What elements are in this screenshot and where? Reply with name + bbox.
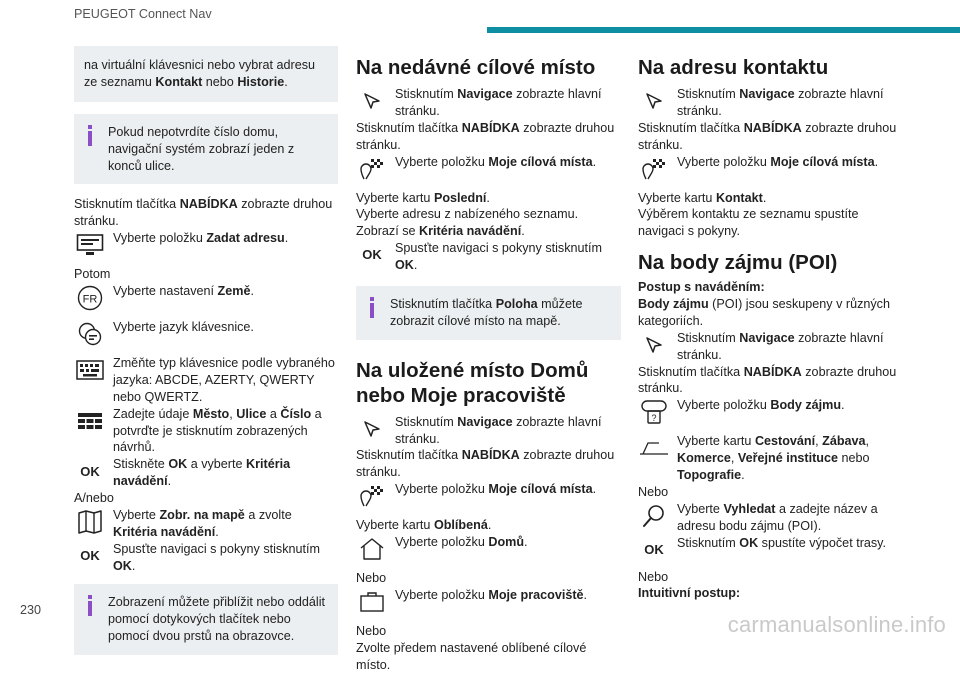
step-navigation: [356, 414, 621, 448]
step-text: Spusťte navigaci s pokyny stisknutím OK.: [113, 541, 321, 573]
subheading-guided: Postup s naváděním:: [638, 280, 765, 295]
info-icon: [88, 125, 92, 147]
step-country: [74, 283, 338, 313]
step-text: Vyberte nastavení Země.: [113, 284, 254, 298]
step-start-navigation: [74, 541, 338, 575]
step-navigation: [638, 330, 902, 364]
step-ok-route: [638, 535, 902, 565]
ok-icon: OK: [80, 463, 100, 479]
svg-text:FR: FR: [82, 293, 98, 306]
destinations-flag-icon: [356, 154, 388, 184]
paragraph: Vyberte kartu Poslední.: [356, 190, 490, 205]
step-navigation: [356, 86, 621, 120]
info-box-house-number: [74, 114, 338, 185]
column-2: [356, 55, 621, 674]
step-text: Změňte typ klávesnice podle vybraného jazyka: ABCDE, AZERTY, QWERTY nebo QWERTZ.: [113, 356, 335, 404]
step-text: Vyberte položku Zadat adresu.: [113, 231, 289, 246]
column-3: [638, 55, 902, 602]
anebo-label: A/nebo: [74, 491, 114, 505]
destinations-flag-icon: [356, 481, 388, 511]
step-text: Vyberte kartu Cestování, Zábava, Komerce, Veřejné instituce nebo Topografie.: [677, 434, 870, 482]
step-keyboard-type: [74, 355, 338, 406]
info-box-position: [356, 286, 621, 340]
ok-icon: OK: [362, 247, 382, 263]
potom-label: Potom: [74, 267, 111, 282]
step-text: Stisknutím Navigace zobrazte hlavní stránku.: [395, 414, 602, 446]
navigation-arrow-icon: [638, 330, 670, 360]
step-text: Zadejte údaje Město, Ulice a Číslo a potvrďte je stisknutím zobrazených návrhů.: [113, 406, 322, 455]
step-ok-criteria: [74, 456, 338, 490]
step-text: Stisknutím OK spustíte výpočet trasy.: [677, 535, 887, 550]
step-text: Vyberte položku Moje cílová místa.: [395, 482, 597, 497]
info-text: Pokud nepotvrdíte číslo domu, navigační systém zobrazí jeden z konců ulice.: [108, 124, 295, 173]
section-heading-poi: Na body zájmu (POI): [638, 251, 838, 275]
header-accent-bar: [487, 27, 960, 33]
navigation-arrow-icon: [638, 86, 670, 116]
navigation-arrow-icon: [356, 86, 388, 116]
watermark: carmanualsonline.info: [727, 612, 946, 637]
nebo-label: Nebo: [356, 623, 387, 638]
briefcase-icon: [356, 587, 388, 617]
info-icon: [370, 297, 374, 319]
poi-icon: [638, 397, 670, 427]
step-text: Stisknutím Navigace zobrazte hlavní stránku.: [677, 330, 884, 362]
paragraph: Stisknutím tlačítka NABÍDKA zobrazte druhou stránku.: [638, 120, 897, 152]
paragraph: Stisknutím tlačítka NABÍDKA zobrazte druhou stránku.: [356, 120, 615, 152]
nebo-label: Nebo: [638, 484, 669, 499]
step-text: Spusťte navigaci s pokyny stisknutím OK.: [395, 241, 603, 272]
step-poi-tabs: [638, 433, 902, 484]
header-title: PEUGEOT Connect Nav: [74, 7, 212, 21]
intro-box: [74, 46, 338, 102]
section-heading-contact: Na adresu kontaktu: [638, 56, 829, 79]
intro-text: na virtuální klávesnici nebo vybrat adresu ze seznamu Kontakt nebo Historie.: [84, 58, 316, 89]
step-text: Vyberte položku Moje cílová místa.: [395, 154, 597, 169]
nebo-label: Nebo: [356, 571, 387, 585]
step-text: Vyberte jazyk klávesnice.: [113, 320, 254, 334]
home-icon: [356, 534, 388, 564]
step-poi: [638, 397, 902, 427]
step-text: Vyberte Zobr. na mapě a zvolte Kritéria navádění.: [113, 507, 292, 539]
country-fr-icon: [74, 283, 106, 313]
step-text: Vyberte Vyhledat a zadejte název a adresu bodu zájmu (POI).: [677, 501, 878, 533]
navigation-arrow-icon: [356, 414, 388, 444]
keyboard-language-icon: [74, 319, 106, 349]
step-home: [356, 534, 621, 564]
section-heading-recent: Na nedávné cílové místo: [356, 56, 596, 79]
tabs-icon: [638, 433, 670, 463]
info-text: Stisknutím tlačítka Poloha můžete zobrazit cílové místo na mapě.: [390, 296, 583, 328]
step-text: Vyberte položku Domů.: [395, 535, 528, 549]
section-heading-home-work: Na uložené místo Domů nebo Moje pracoviště: [356, 358, 589, 407]
map-icon: [74, 507, 106, 537]
enter-address-icon: [74, 230, 106, 260]
step-search: [638, 501, 902, 535]
menu-paragraph: Stisknutím tlačítka NABÍDKA zobrazte druhou stránku.: [74, 197, 333, 229]
step-navigation: [638, 86, 902, 120]
step-city-street: [74, 406, 338, 457]
step-text: Stisknutím Navigace zobrazte hlavní stránku.: [395, 87, 602, 118]
step-show-on-map: [74, 507, 338, 541]
step-keyboard-language: [74, 319, 338, 349]
paragraph: Vyberte adresu z nabízeného seznamu. Zobrazí se Kritéria navádění.: [356, 207, 579, 239]
column-1: [74, 46, 338, 667]
page-number: 230: [20, 603, 42, 617]
step-workplace: [356, 587, 621, 617]
step-my-destinations: [638, 154, 902, 184]
paragraph: Stisknutím tlačítka NABÍDKA zobrazte druhou stránku.: [638, 364, 897, 396]
ok-icon: OK: [80, 547, 100, 563]
destinations-flag-icon: [638, 154, 670, 184]
paragraph: Stisknutím tlačítka NABÍDKA zobrazte druhou stránku.: [356, 448, 615, 480]
keyboard-icon: [74, 355, 106, 385]
ok-icon: OK: [644, 541, 664, 557]
info-icon: [88, 595, 92, 617]
paragraph: Výběrem kontaktu ze seznamu spustíte navigaci s pokyny.: [638, 207, 859, 239]
step-enter-address: [74, 230, 338, 260]
step-my-destinations: [356, 154, 621, 184]
info-box-zoom: [74, 584, 338, 655]
paragraph: Zvolte předem nastavené oblíbené cílové místo.: [356, 640, 587, 672]
step-text: Stiskněte OK a vyberte Kritéria navádění.: [113, 457, 291, 489]
step-text: Vyberte položku Body zájmu.: [677, 398, 845, 413]
search-icon: [638, 501, 670, 531]
paragraph: Body zájmu (POI) jsou seskupeny v různých kategoriích.: [638, 297, 890, 328]
svg-text:?: ?: [651, 413, 657, 424]
list-grid-icon: [74, 406, 106, 436]
nebo-label: Nebo: [638, 569, 669, 584]
step-text: Stisknutím Navigace zobrazte hlavní stránku.: [677, 87, 884, 118]
subheading-intuitive: Intuitivní postup:: [638, 586, 741, 601]
paragraph: Vyberte kartu Kontakt.: [638, 190, 767, 205]
step-text: Vyberte položku Moje cílová místa.: [677, 154, 879, 169]
step-text: Vyberte položku Moje pracoviště.: [395, 587, 588, 602]
paragraph: Vyberte kartu Oblíbená.: [356, 518, 492, 533]
step-start-navigation: [356, 240, 621, 274]
info-text: Zobrazení můžete přiblížit nebo oddálit pomocí dotykových tlačítek nebo pomocí dvou prstů na obrazovce.: [108, 595, 326, 644]
step-my-destinations: [356, 481, 621, 511]
